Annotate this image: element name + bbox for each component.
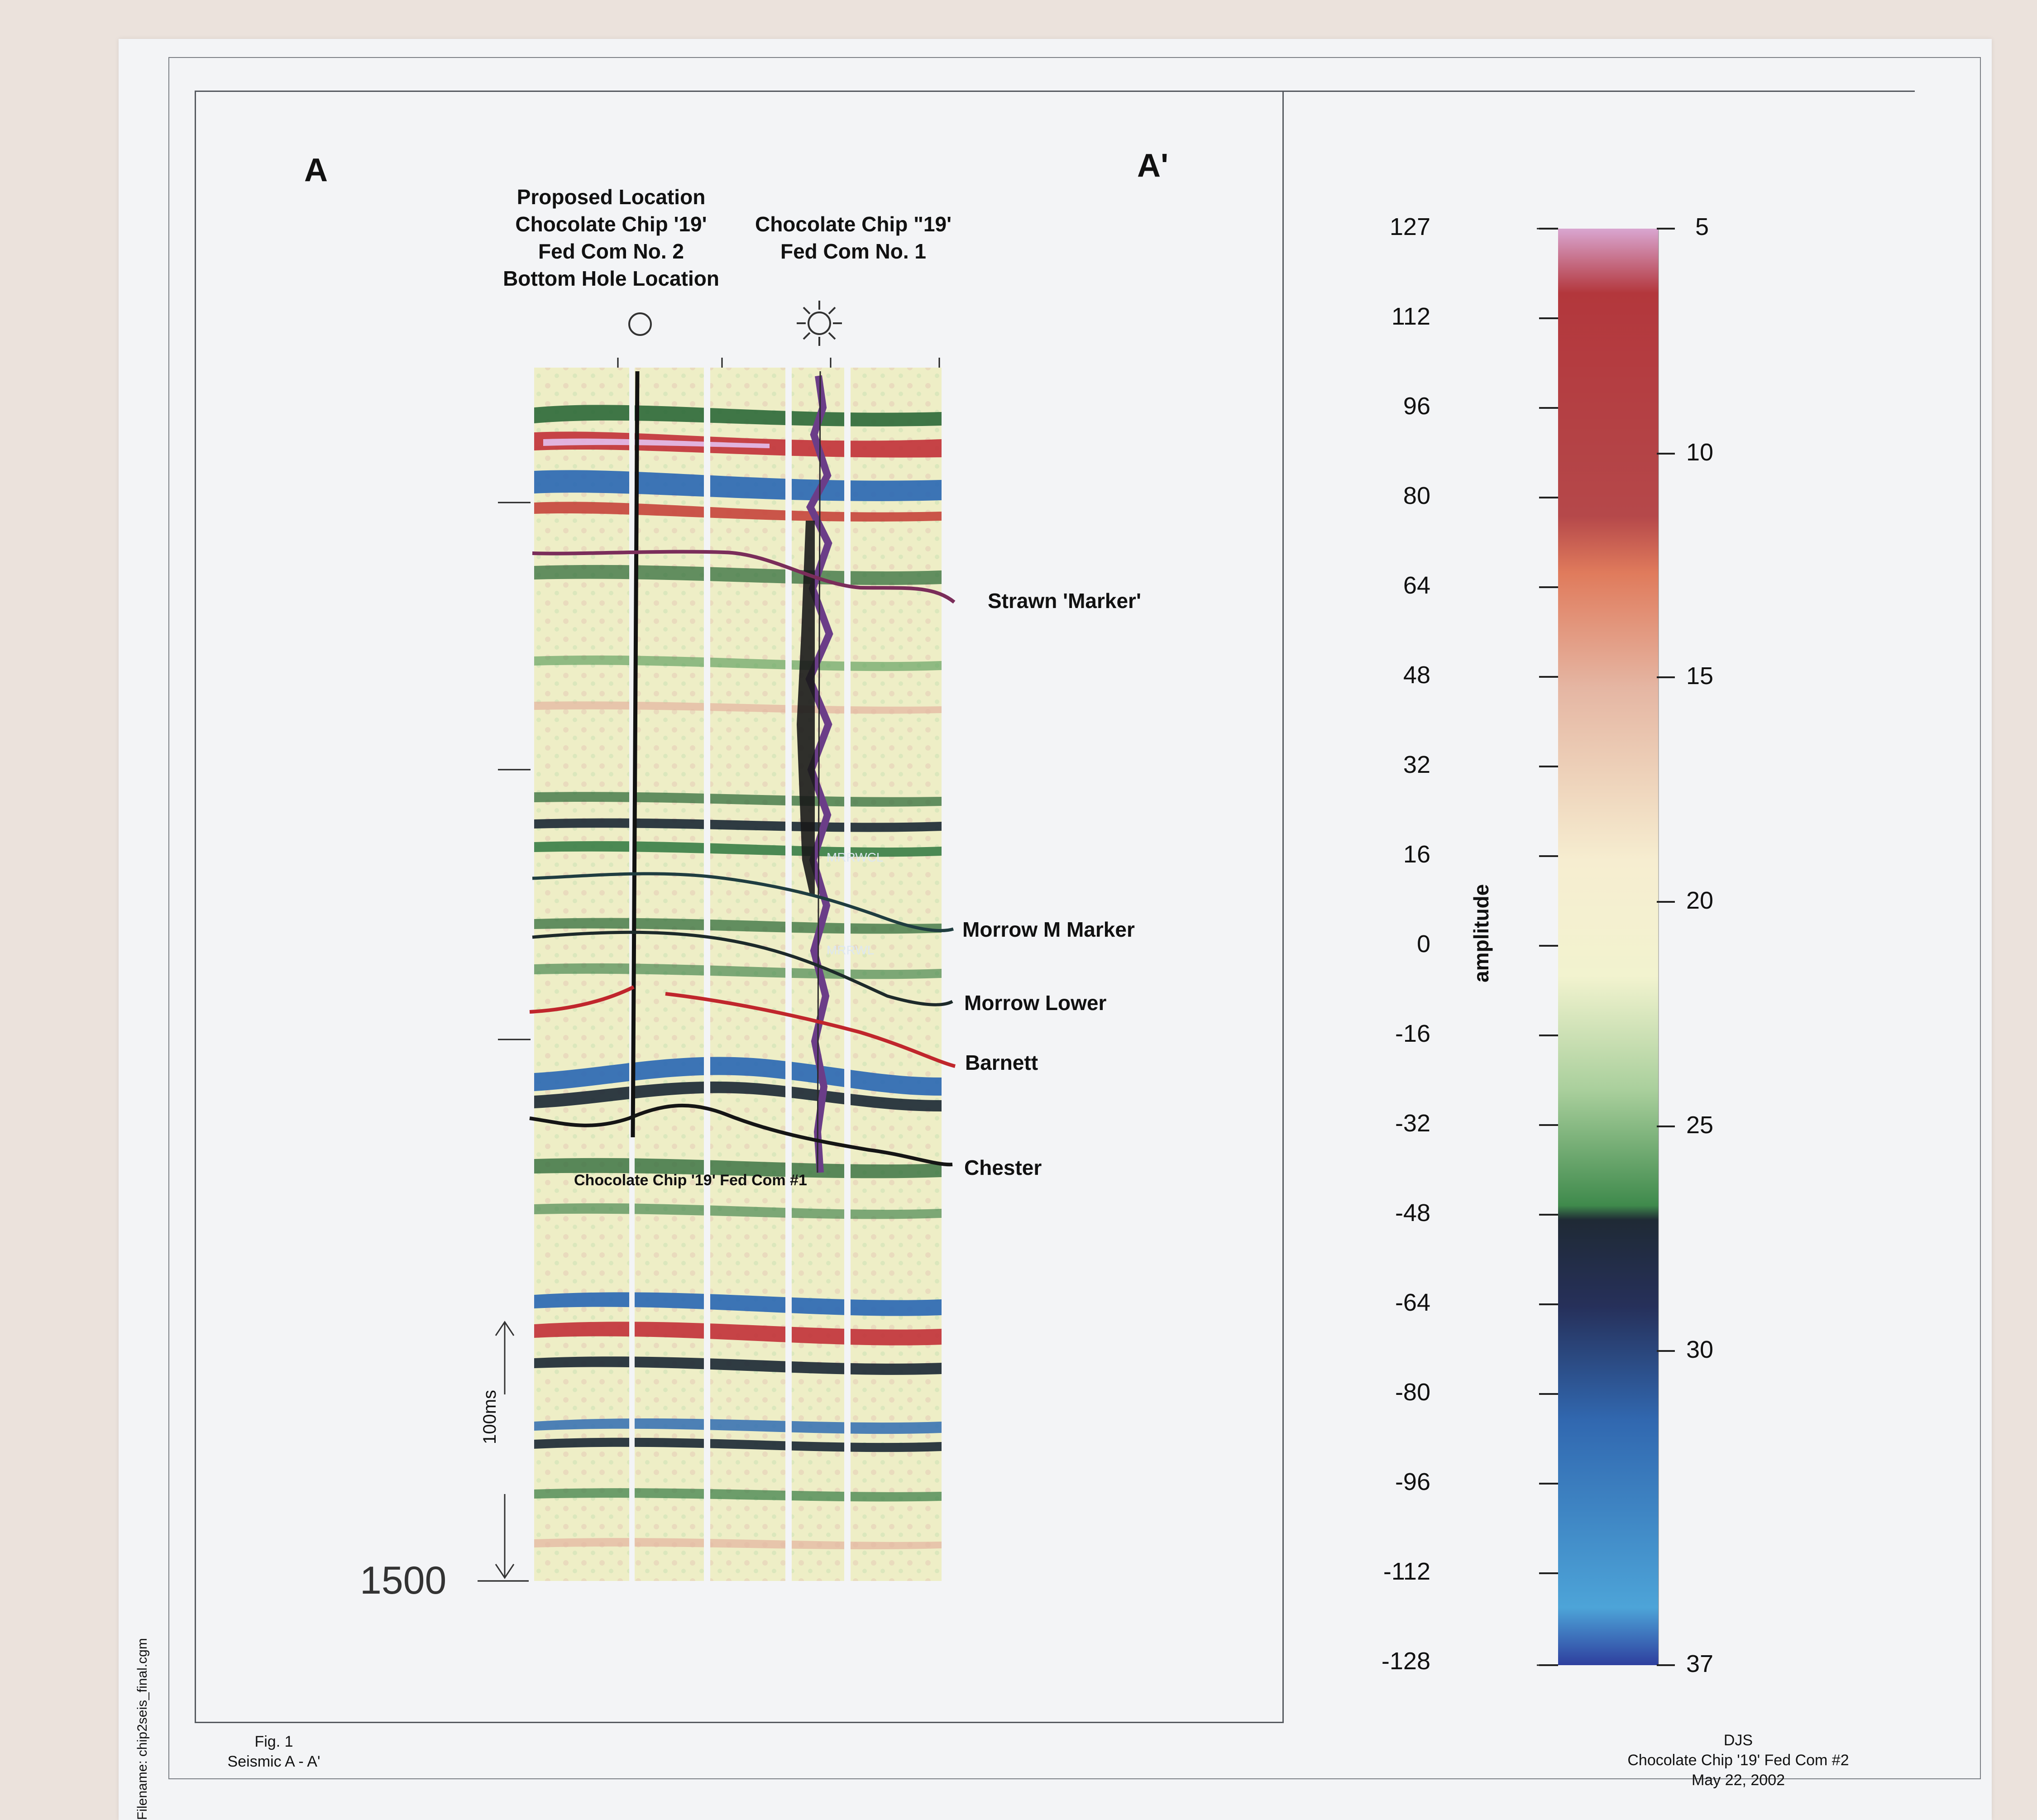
amp-tick: -16 (1395, 1020, 1430, 1047)
log-pick-mrrwcl: MRRWCL (827, 850, 884, 864)
time-scale-arrow (496, 1322, 514, 1578)
proposed-well-label (493, 183, 729, 292)
existing-well-line2: Fed Com No. 1 (780, 239, 927, 263)
author-label: DJS (1723, 1732, 1753, 1749)
filename-label: Filename: chip2seis_final.cgm (135, 1638, 150, 1820)
amp-tick: 16 (1403, 841, 1430, 868)
amp-tick: -32 (1395, 1110, 1430, 1137)
horizon-label-morrow-lower: Morrow Lower (964, 991, 1107, 1015)
existing-well-label (742, 211, 964, 265)
amp-tick: -80 (1395, 1379, 1430, 1406)
figure-title: Seismic A - A' (227, 1753, 320, 1770)
colorbar-tick: 30 (1686, 1336, 1714, 1363)
amp-tick: 48 (1403, 661, 1430, 689)
proposed-well-line3: Fed Com No. 2 (538, 239, 684, 263)
horizon-label-chester: Chester (964, 1156, 1042, 1179)
colorbar-tick: 37 (1686, 1650, 1714, 1677)
amp-tick: 0 (1416, 930, 1430, 958)
amp-tick: -128 (1381, 1648, 1430, 1675)
amp-tick: 112 (1391, 303, 1430, 330)
existing-well-symbol (797, 301, 842, 346)
horizon-label-strawn: Strawn 'Marker' (988, 589, 1141, 613)
inline-well-label: Chocolate Chip '19' Fed Com #1 (574, 1172, 807, 1189)
colorbar-tick: 15 (1686, 662, 1714, 690)
proposed-well-line2: Chocolate Chip '19' (515, 212, 707, 236)
amplitude-axis-ticks (1537, 229, 1553, 1665)
colorbar-tick: 25 (1686, 1111, 1714, 1139)
proposed-well-symbol (629, 313, 651, 335)
section-left-label: A (304, 152, 328, 188)
amp-tick: 32 (1403, 751, 1430, 778)
proposed-well-line1: Proposed Location (516, 185, 706, 209)
trace-ticks (618, 358, 939, 368)
title-block (1611, 1730, 1865, 1790)
amp-tick: 80 (1403, 482, 1430, 509)
section-right-label: A' (1137, 148, 1169, 184)
project-label: Chocolate Chip '19' Fed Com #2 (1627, 1752, 1849, 1769)
amp-tick: 127 (1389, 213, 1430, 240)
colorbar-tick: 20 (1686, 887, 1714, 914)
log-pick-mrrwl: MRRWL (827, 943, 875, 957)
amp-tick: 96 (1403, 393, 1430, 420)
date-label: May 22, 2002 (1691, 1772, 1785, 1789)
time-scale-label: 100ms (480, 1389, 500, 1444)
figure-caption (213, 1732, 335, 1772)
colorbar-tick: 10 (1686, 439, 1714, 466)
horizon-label-barnett: Barnett (965, 1051, 1038, 1074)
colorbar-tick: 5 (1695, 213, 1709, 240)
colorbar-left-ticks (1539, 229, 1558, 1665)
horizon-label-morrow-m: Morrow M Marker (962, 918, 1135, 941)
amp-tick: -112 (1383, 1558, 1430, 1585)
time-value-label: 1500 (360, 1559, 447, 1602)
proposed-well-line4: Bottom Hole Location (503, 267, 719, 290)
figure-number: Fig. 1 (254, 1733, 293, 1750)
amp-tick: 64 (1403, 572, 1430, 599)
amplitude-axis-title: amplitude (1469, 884, 1493, 982)
existing-well-line1: Chocolate Chip "19' (755, 212, 952, 236)
amp-tick: -64 (1395, 1289, 1430, 1316)
amp-tick: -96 (1395, 1468, 1430, 1495)
amp-tick: -48 (1395, 1199, 1430, 1226)
colorbar (1558, 229, 1659, 1665)
